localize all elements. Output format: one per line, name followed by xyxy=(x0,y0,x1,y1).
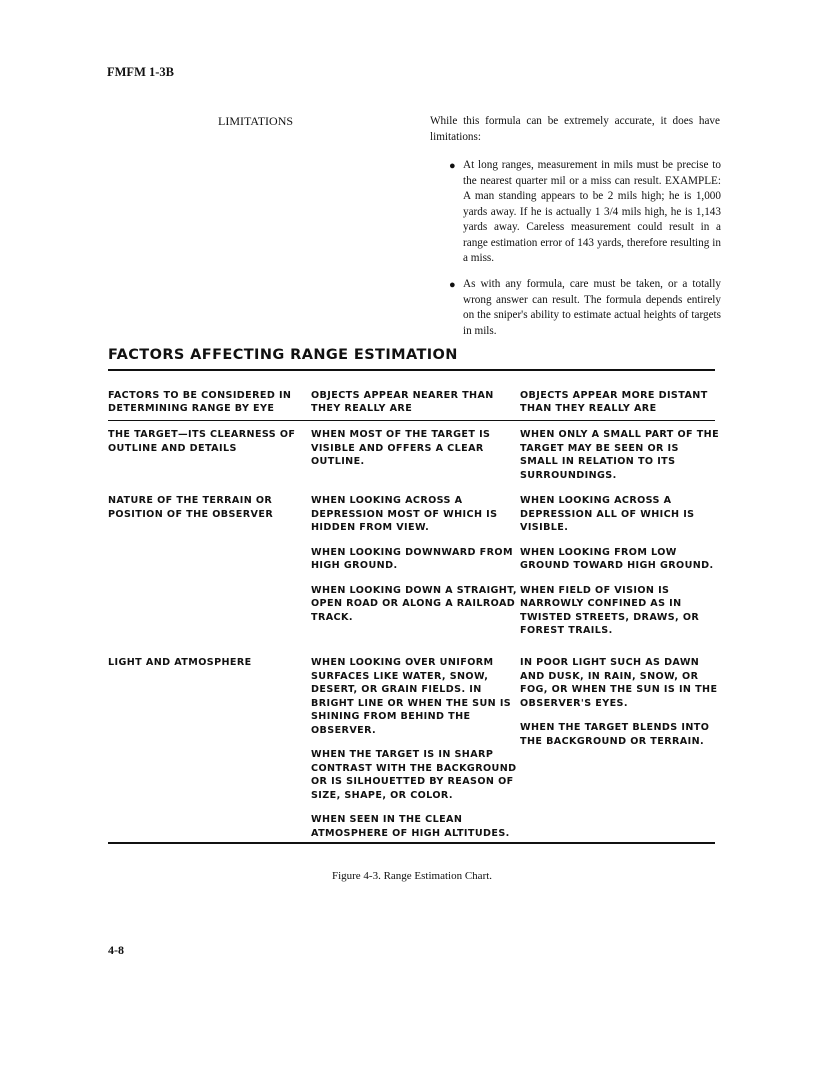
row-distant-light xyxy=(520,656,720,759)
column-header-factors: FACTORS TO BE CONSIDERED IN DETERMINING RANGE BY EYE xyxy=(108,390,292,414)
figure-caption: Figure 4-3. Range Estimation Chart. xyxy=(331,870,493,882)
row-distant-target xyxy=(520,428,720,493)
table-cell-text: WHEN THE TARGET IS IN SHARP CONTRAST WITH THE BACKGROUND OR IS SILHOUETTED BY REASON OF SIZE, SHAPE, OR COLOR. xyxy=(311,749,517,801)
document-header: FMFM 1-3B xyxy=(107,65,174,79)
column-header-nearer: OBJECTS APPEAR NEARER THAN THEY REALLY ARE xyxy=(311,390,494,414)
table-cell-text: IN POOR LIGHT SUCH AS DAWN AND DUSK, IN RAIN, SNOW, OR FOG, OR WHEN THE SUN IS IN THE OBSERVER'S EYES. xyxy=(520,657,718,709)
row-factor-terrain: NATURE OF THE TERRAIN OR POSITION OF THE OBSERVER xyxy=(108,495,274,520)
table-cell-text: WHEN LOOKING ACROSS A DEPRESSION MOST OF WHICH IS HIDDEN FROM VIEW. xyxy=(311,495,498,533)
page-number: 4-8 xyxy=(108,943,124,957)
table-top-rule xyxy=(108,369,715,371)
table-cell-text: WHEN LOOKING OVER UNIFORM SURFACES LIKE WATER, SNOW, DESERT, OR GRAIN FIELDS. IN BRIGHT LINE OR WHEN THE SUN IS SHINING FROM BEHIND THE OBSERVER. xyxy=(311,657,512,736)
table-cell-text: WHEN THE TARGET BLENDS INTO THE BACKGROUND OR TERRAIN. xyxy=(520,722,710,747)
bullet-dot-icon: ● xyxy=(449,160,456,172)
table-cell-text: WHEN ONLY A SMALL PART OF THE TARGET MAY BE SEEN OR IS SMALL IN RELATION TO ITS SURROUNDINGS. xyxy=(520,429,720,481)
table-cell-text: WHEN LOOKING ACROSS A DEPRESSION ALL OF WHICH IS VISIBLE. xyxy=(520,495,695,533)
row-factor-target: THE TARGET—ITS CLEARNESS OF OUTLINE AND DETAILS xyxy=(108,429,296,454)
table-cell-text: WHEN MOST OF THE TARGET IS VISIBLE AND OFFERS A CLEAR OUTLINE. xyxy=(311,429,491,467)
limitation-bullet xyxy=(449,158,721,267)
table-cell-text: WHEN LOOKING DOWN A STRAIGHT, OPEN ROAD OR ALONG A RAILROAD TRACK. xyxy=(311,584,517,623)
table-header-rule xyxy=(108,420,715,421)
row-distant-terrain xyxy=(520,494,720,649)
bullet-dot-icon: ● xyxy=(449,279,456,291)
limitations-intro: While this formula can be extremely accurate, it does have limitations: xyxy=(430,115,720,143)
bullet-text: As with any formula, care must be taken, or a totally wrong answer can result. The formula depends entirely on the sniper's ability to estimate actual heights of targets in mils. xyxy=(463,278,721,337)
row-factor-light: LIGHT AND ATMOSPHERE xyxy=(108,657,252,668)
bullet-text: At long ranges, measurement in mils must be precise to the nearest quarter mil or a miss can result. EXAMPLE: A man standing appears to be 2 mils high; he is 1,000 yards away. If he is actually 1 3/4 mils high, he is 1,143 yards away. Careless measurement could result in a range estimation error of 143 yards, therefore resulting in a miss. xyxy=(463,159,721,264)
row-nearer-terrain xyxy=(311,494,517,635)
row-nearer-light xyxy=(311,656,517,851)
table-cell-text: WHEN SEEN IN THE CLEAN ATMOSPHERE OF HIGH ALTITUDES. xyxy=(311,814,510,839)
limitation-bullet xyxy=(449,277,721,339)
table-cell-text: WHEN FIELD OF VISION IS NARROWLY CONFINED AS IN TWISTED STREETS, DRAWS, OR FOREST TRAILS. xyxy=(520,584,700,636)
column-header-distant: OBJECTS APPEAR MORE DISTANT THAN THEY REALLY ARE xyxy=(520,390,708,414)
table-cell-text: WHEN LOOKING FROM LOW GROUND TOWARD HIGH GROUND. xyxy=(520,546,714,571)
table-cell-text: WHEN LOOKING DOWNWARD FROM HIGH GROUND. xyxy=(311,546,513,571)
limitations-heading: LIMITATIONS xyxy=(218,114,294,128)
row-nearer-target xyxy=(311,428,517,480)
chart-title: FACTORS AFFECTING RANGE ESTIMATION xyxy=(108,347,458,363)
